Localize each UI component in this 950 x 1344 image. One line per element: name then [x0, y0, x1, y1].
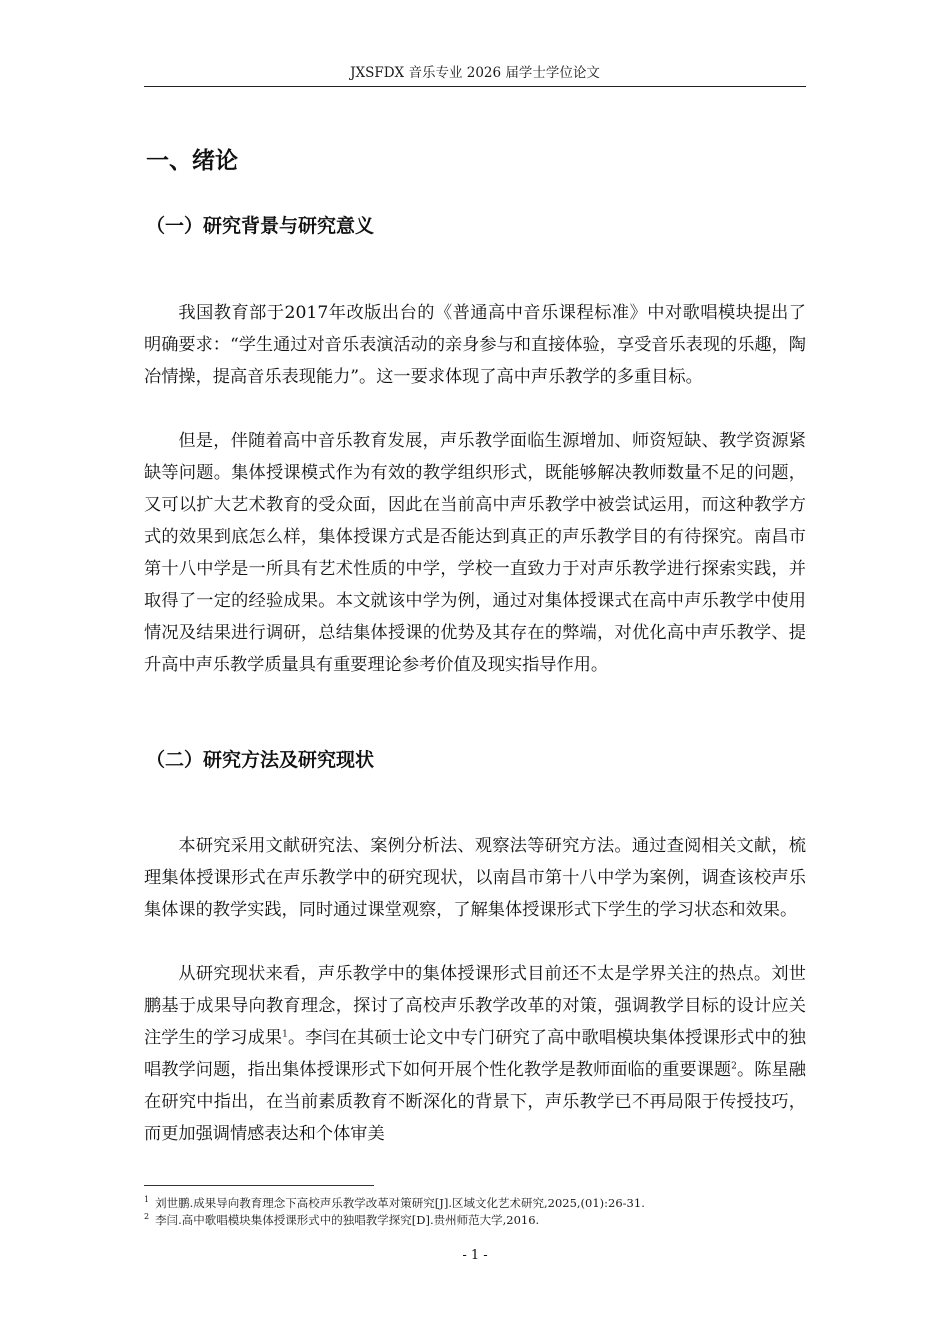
paragraph-text: 。陈星融在研究中指出，在当前素质教育不断深化的背景下，声乐教学已不再局限于传授技巧，而更加强调情感表达和个体审美 — [144, 1060, 806, 1145]
paragraph-text: 从研究现状来看，声乐教学中的集体授课形式目前还不太是学界关注的热点。刘世鹏基于成果导向教育理念，探讨了高校声乐教学改革的对策，强调教学目标的设计应关注学生的学习成果 — [144, 964, 806, 1049]
footnote-mark: 1 — [144, 1195, 150, 1205]
footnote-text: 刘世鹏.成果导向教育理念下高校声乐教学改革对策研究[J].区域文化艺术研究,2025,(01):26-31. — [155, 1196, 645, 1210]
body-paragraph: 本研究采用文献研究法、案例分析法、观察法等研究方法。通过查阅相关文献，梳理集体授课形式在声乐教学中的研究现状，以南昌市第十八中学为案例，调查该校声乐集体课的教学实践，同时通过课堂观察，了解集体授课形式下学生的学习状态和效果。 — [144, 836, 806, 921]
footnote-mark: 2 — [144, 1212, 150, 1222]
paragraph-text: 。李闫在其硕士论文中专门研究了高中歌唱模块集体授课形式中的独唱教学问题，指出集体授课形式下如何开展个性化教学是教师面临的重要课题 — [144, 1028, 806, 1081]
footnote — [144, 1212, 806, 1228]
footnote-text: 李闫.高中歌唱模块集体授课形式中的独唱教学探究[D].贵州师范大学,2016. — [155, 1213, 540, 1227]
chapter-title: 一、绪论 — [146, 148, 238, 174]
body-paragraph-with-citations — [144, 958, 806, 1150]
page-number: - 1 - — [462, 1248, 488, 1263]
running-header: JXSFDX 音乐专业 2026 届学士学位论文 — [350, 65, 600, 81]
footnote-reference[interactable]: 1 — [282, 1029, 288, 1040]
footnote-reference[interactable]: 2 — [731, 1061, 737, 1072]
footnote-separator — [144, 1185, 374, 1186]
body-paragraph: 但是，伴随着高中音乐教育发展，声乐教学面临生源增加、师资短缺、教学资源紧缺等问题。集体授课模式作为有效的教学组织形式，既能够解决教师数量不足的问题，又可以扩大艺术教育的受众面，因此在当前高中声乐教学中被尝试运用，而这种教学方式的效果到底怎么样，集体授课方式是否能达到真正的声乐教学目的有待探究。南昌市第十八中学是一所具有艺术性质的中学，学校一直致力于对声乐教学进行探索实践，并取得了一定的经验成果。本文就该中学为例，通过对集体授课式在高中声乐教学中使用情况及结果进行调研，总结集体授课的优势及其存在的弊端，对优化高中声乐教学、提升高中声乐教学质量具有重要理论参考价值及现实指导作用。 — [144, 431, 806, 676]
section-title-methods: （二）研究方法及研究现状 — [146, 749, 375, 771]
body-paragraph: 我国教育部于2017年改版出台的《普通高中音乐课程标准》中对歌唱模块提出了明确要求：“学生通过对音乐表演活动的亲身参与和直接体验，享受音乐表现的乐趣，陶冶情操，提高音乐表现能力”。这一要求体现了高中声乐教学的多重目标。 — [144, 303, 806, 388]
header-rule — [144, 86, 806, 87]
footnote — [144, 1195, 806, 1211]
section-title-background: （一）研究背景与研究意义 — [146, 215, 375, 237]
